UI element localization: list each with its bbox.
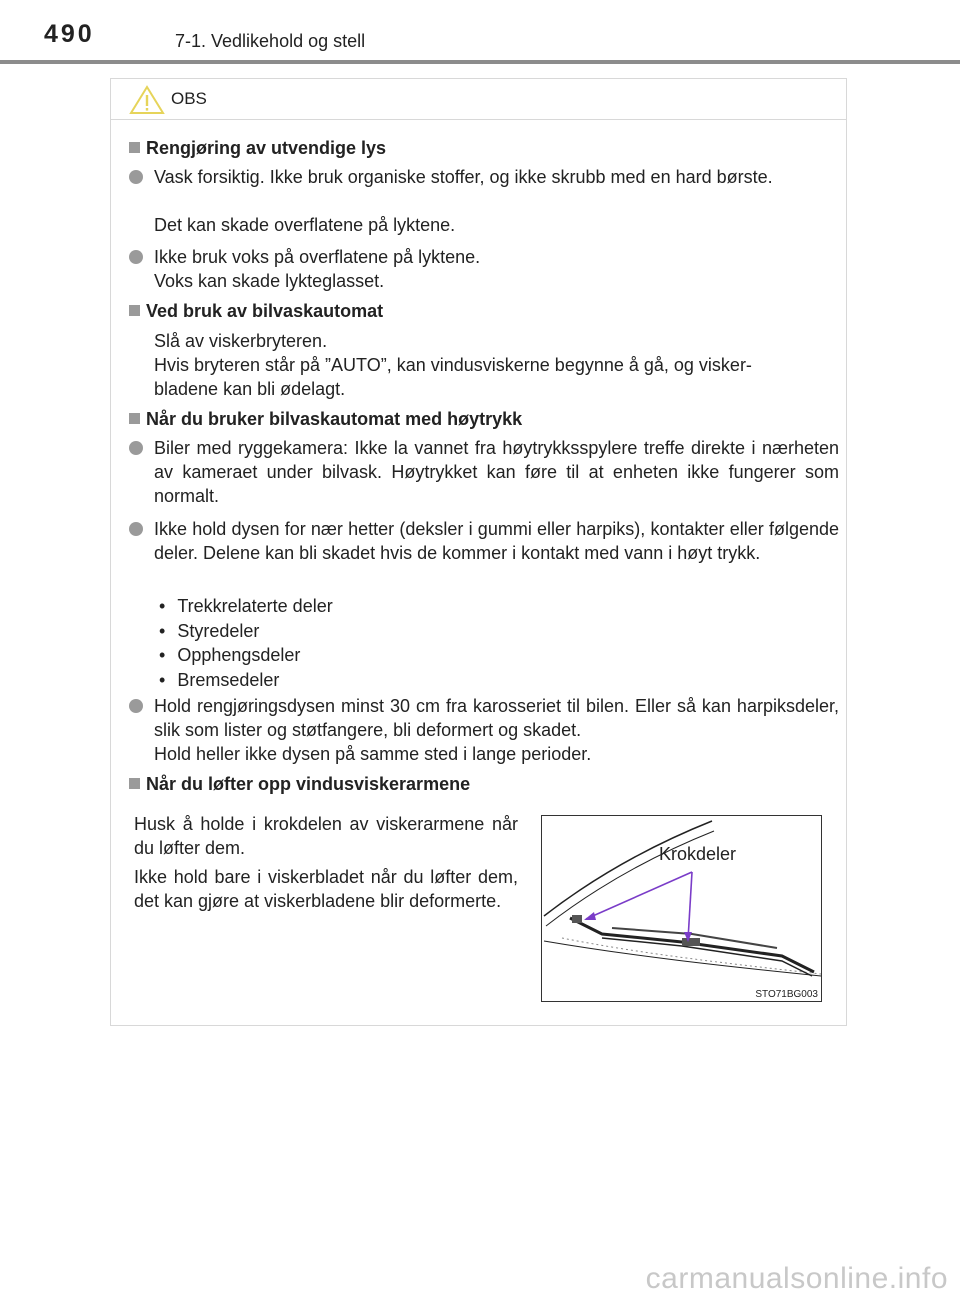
bullet-text: Vask forsiktig. Ikke bruk organiske stoffer, og ikke skrubb med en hard børste. — [154, 167, 773, 187]
bullet-text: Voks kan skade lykteglasset. — [154, 271, 385, 291]
round-bullet-icon — [129, 699, 143, 713]
round-bullet-icon — [129, 250, 143, 264]
sub-list-item: • Opphengsdeler — [159, 643, 333, 668]
bullet-text: Hold heller ikke dysen på samme sted i lange perioder. — [154, 744, 592, 764]
notice-box — [110, 78, 847, 1026]
header-divider — [0, 60, 960, 64]
sub-list-item: • Bremsedeler — [159, 668, 333, 693]
page-number: 490 — [44, 20, 95, 48]
figure-text: Ikke hold bare i viskerbladet når du løfter dem, det kan gjøre at viskerbladene blir deformerte. — [134, 867, 518, 911]
round-bullet-icon — [129, 522, 143, 536]
square-bullet-icon — [129, 778, 140, 789]
sub-list — [159, 594, 333, 692]
section-heading: Rengjøring av utvendige lys — [129, 138, 386, 159]
square-bullet-icon — [129, 413, 140, 424]
figure-label: Krokdeler — [659, 844, 737, 864]
bullet-text: Det kan skade overflatene på lyktene. — [154, 215, 456, 235]
section-heading: Når du bruker bilvaskautomat med høytrykk — [129, 409, 522, 430]
sub-list-item: • Trekkrelaterte deler — [159, 594, 333, 619]
page-header — [0, 0, 960, 62]
figure-text: Husk å holde i krokdelen av viskerarmene når du løfter dem. — [134, 814, 518, 858]
sub-list-item: • Styredeler — [159, 619, 333, 644]
round-bullet-icon — [129, 170, 143, 184]
round-bullet-icon — [129, 441, 143, 455]
bullet-text: Ikke bruk voks på overflatene på lyktene. — [154, 247, 481, 267]
figure-code: STO71BG003 — [755, 989, 818, 1000]
notice-header — [111, 79, 846, 120]
bullet-text: Hold rengjøringsdysen minst 30 cm fra karosseriet til bilen. Eller så kan harpiksdeler, slik som lister og støtfangere, bli deformert og skadet. — [154, 696, 839, 740]
section-heading: Når du løfter opp vindusviskerarmene — [129, 774, 470, 795]
wiper-figure — [541, 815, 822, 1002]
paragraph-line: Hvis bryteren står på ”AUTO”, kan vindusviskerne begynne å gå, og visker- — [154, 355, 752, 375]
square-bullet-icon — [129, 305, 140, 316]
warning-icon — [129, 85, 165, 115]
watermark: carmanualsonline.info — [645, 1262, 948, 1295]
paragraph-line: bladene kan bli ødelagt. — [154, 379, 346, 399]
paragraph-line: Slå av viskerbryteren. — [154, 331, 328, 351]
section-heading: Ved bruk av bilvaskautomat — [129, 301, 383, 322]
section-title: 7-1. Vedlikehold og stell — [175, 31, 366, 51]
bullet-text: Ikke hold dysen for nær hetter (deksler i gummi eller harpiks), kontakter eller følgende deler. Delene kan bli skadet hvis de kommer i kontakt med vann i høyt trykk. — [154, 519, 839, 563]
square-bullet-icon — [129, 142, 140, 153]
bullet-text: Biler med ryggekamera: Ikke la vannet fra høytrykksspylere treffe direkte i nærheten av kameraet under bilvask. Høytrykket kan føre til at enheten ikke fungerer som normalt. — [154, 438, 839, 506]
notice-title: OBS — [171, 89, 207, 108]
